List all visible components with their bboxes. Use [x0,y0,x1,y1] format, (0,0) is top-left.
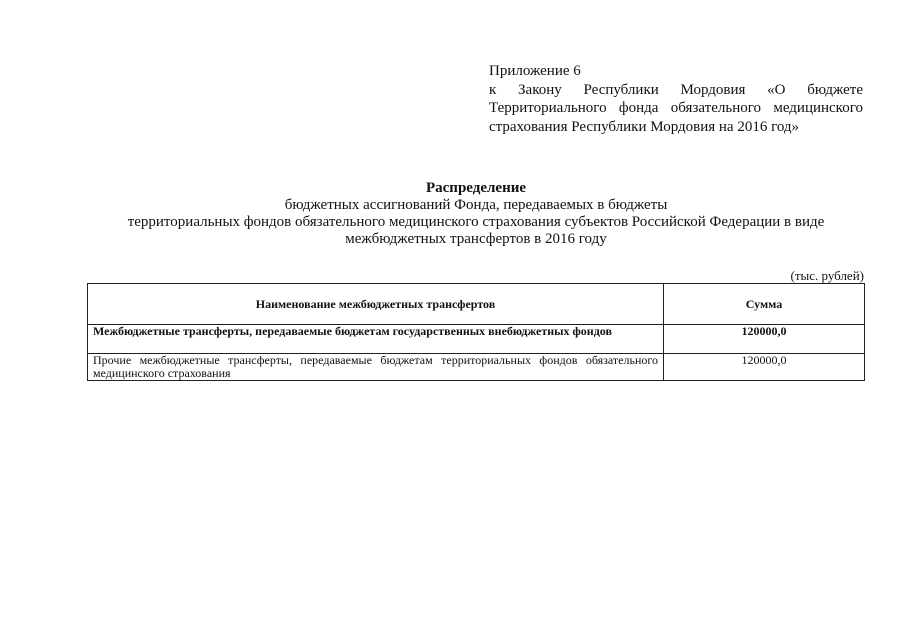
row-sum: 120000,0 [664,354,865,381]
appendix-law-line: к Закону Республики Мордовия «О бюджете [489,81,863,98]
row-name: Прочие межбюджетные трансферты, передаваемые бюджетам территориальных фондов обязательного медицинского страхования [88,354,664,381]
row-sum: 120000,0 [664,325,865,354]
header-name: Наименование межбюджетных трансфертов [88,284,664,325]
table-row [88,354,865,381]
document-title [100,180,852,248]
title-line-3: межбюджетных трансфертов в 2016 году [345,231,607,247]
table-header-row [88,284,865,325]
title-heading: Распределение [425,180,527,196]
units-label: (тыс. рублей) [790,268,864,283]
appendix-year-line: страхования Республики Мордовия на 2016 год» [489,118,800,135]
title-line-1: бюджетных ассигнований Фонда, передаваемых в бюджеты [284,197,668,213]
appendix-reference [489,62,863,136]
header-sum: Сумма [664,284,865,325]
allocation-table [87,283,865,381]
table-row [88,325,865,354]
title-line-2: территориальных фондов обязательного медицинского страхования субъектов Российской Федерации в виде [127,214,825,230]
appendix-fund-line: Территориального фонда обязательного медицинского [489,100,863,116]
appendix-number: Приложение 6 [489,63,581,79]
row-name: Межбюджетные трансферты, передаваемые бюджетам государственных внебюджетных фондов [88,325,664,354]
